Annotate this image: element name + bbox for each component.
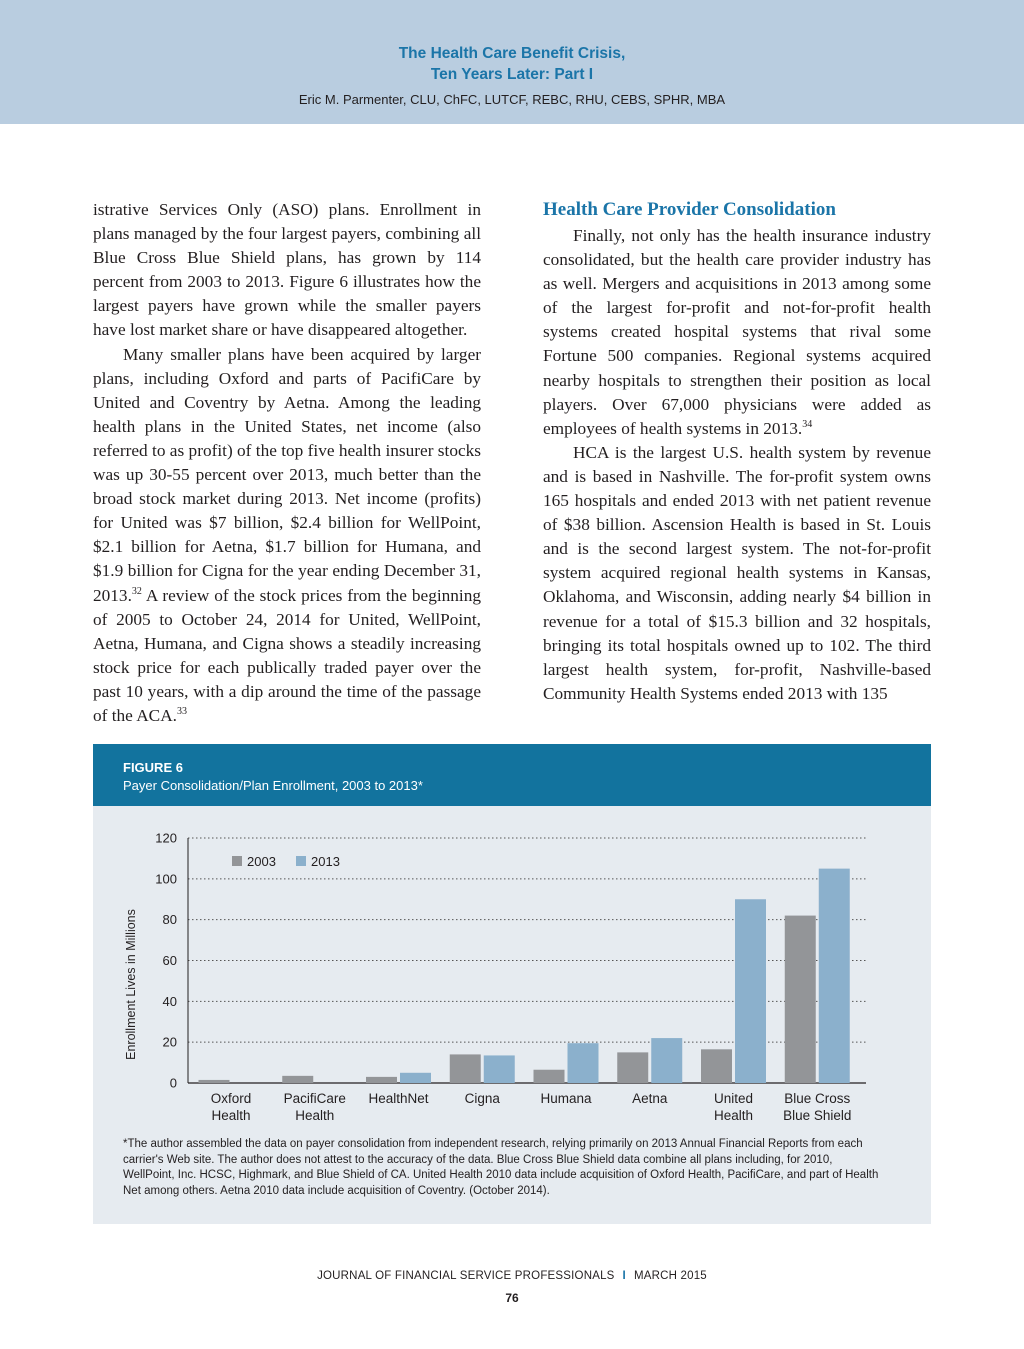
left-paragraph-1: istrative Services Only (ASO) plans. Enrollment in plans managed by the four largest payers, combining all Blue Cross Blue Shield plans, has grown by 114 percent from 2003 to 2013. Figure 6 illustrates how the largest payers have grown while the smaller payers have lost market share or have disappeared altogether. (93, 200, 481, 340)
x-tick-label: PacifiCare (283, 1091, 346, 1106)
x-tick-label: Humana (540, 1091, 592, 1106)
bar-2013 (735, 899, 766, 1083)
legend-swatch-2003 (232, 856, 242, 866)
page-number: 76 (505, 1291, 519, 1305)
journal-name: JOURNAL OF FINANCIAL SERVICE PROFESSIONALS (317, 1270, 615, 1282)
x-tick-label: Blue Shield (783, 1108, 852, 1123)
bar-2013 (651, 1038, 682, 1083)
figure-body (93, 806, 931, 1224)
bar-2003 (701, 1049, 732, 1083)
legend-label-2003: 2003 (247, 854, 276, 869)
figure-caption: Payer Consolidation/Plan Enrollment, 2003 to 2013* (123, 778, 423, 793)
x-tick-label: Cigna (464, 1091, 500, 1106)
issue-date: MARCH 2015 (633, 1270, 707, 1282)
y-tick-label: 20 (162, 1034, 177, 1050)
right-column (543, 198, 931, 706)
bar-chart (93, 806, 931, 1136)
bar-2003 (366, 1077, 397, 1083)
x-tick-label: Blue Cross (784, 1091, 851, 1106)
section-heading: Health Care Provider Consolidation (543, 199, 836, 220)
bar-2003 (534, 1070, 565, 1083)
right-paragraph-1 (543, 224, 931, 441)
y-tick-label: 120 (155, 830, 177, 846)
y-tick-label: 60 (162, 953, 177, 968)
y-tick-label: 0 (169, 1075, 177, 1091)
x-tick-label: United (713, 1091, 754, 1106)
left-paragraph-2 (93, 343, 481, 729)
right-paragraph-1-text: Finally, not only has the health insurance industry consolidated, but the health care provider industry has as well. Mergers and acquisitions in 2013 among some of the largest for-profit and not-for-profit health systems created hospital systems that rival some Fortune 500 companies. Regional systems acquired nearby hospitals to strengthen their position as local players. Over 67,000 physicians were added as employees of health systems in 2013. (543, 226, 931, 438)
x-tick-label: Health (211, 1108, 251, 1123)
y-tick-label: 80 (162, 912, 177, 928)
bar-2013 (484, 1055, 515, 1083)
bar-2013 (400, 1073, 431, 1083)
figure-label: FIGURE 6 (123, 760, 183, 775)
right-paragraph-2: HCA is the largest U.S. health system by revenue and is based in Nashville. The for-profit system owns 165 hospitals and ended 2013 with net patient revenue of $38 billion. Ascension Health is based in St. Louis and is the second largest system. The not-for-profit system acquired regional health systems in Kansas, Oklahoma, and Wisconsin, adding nearly $4 billion in revenue for a total of $15.3 billion and 32 hospitals, bringing its total hospitals owned up to 102. The third largest health system, for-profit, Nashville-based Community Health Systems ended 2013 with 135 (543, 442, 931, 703)
footnote-ref-34: 34 (802, 418, 813, 430)
article-title-line-2: Ten Years Later: Part I (430, 66, 594, 83)
y-axis-title: Enrollment Lives in Millions (124, 909, 138, 1060)
bar-2003 (199, 1080, 230, 1083)
author-credentials: Eric M. Parmenter, CLU, ChFC, LUTCF, REBC, RHU, CEBS, SPHR, MBA (298, 92, 726, 107)
y-tick-label: 40 (162, 993, 177, 1009)
footer-separator: I (622, 1270, 626, 1282)
bar-2003 (450, 1054, 481, 1083)
left-column (93, 198, 481, 728)
bar-2003 (282, 1076, 313, 1083)
bar-2013 (568, 1043, 599, 1083)
x-tick-label: Health (295, 1108, 335, 1123)
footnote-ref-33: 33 (177, 706, 188, 718)
legend-label-2013: 2013 (311, 854, 340, 869)
footnote-ref-32: 32 (131, 585, 142, 597)
figure-note: *The author assembled the data on payer consolidation from independent research, relying primarily on 2013 Annual Financial Reports from each carrier's Web site. The author does not attest to the accuracy of the data. Blue Cross Blue Shield data combine all plans including, for 2010, WellPoint, Inc. HCSC, Highmark, and Blue Shield of CA. United Health 2010 data include acquisition of Oxford Health, PacifiCare, and part of Health Net among others. Aetna 2010 data include acquisition of Coventry. (October 2014). (123, 1138, 879, 1197)
x-tick-label: HealthNet (368, 1091, 429, 1106)
x-tick-label: Oxford (210, 1091, 252, 1106)
bar-2013 (819, 869, 850, 1083)
y-tick-label: 100 (155, 871, 177, 887)
article-title-line-1: The Health Care Benefit Crisis, (398, 45, 626, 62)
legend-swatch-2013 (296, 856, 306, 866)
x-tick-label: Aetna (632, 1091, 668, 1106)
bar-2003 (617, 1052, 648, 1083)
left-paragraph-2-text-b: A review of the stock prices from the beginning of 2005 to October 24, 2014 for United, WellPoint, Aetna, Humana, and Cigna shows a steadily increasing stock price for each publically traded payer over the past 10 years, with a dip around the time of the passage of the ACA. (93, 585, 481, 725)
x-tick-label: Health (713, 1108, 754, 1123)
figure-header (93, 744, 931, 806)
footer (0, 1270, 1024, 1282)
left-paragraph-2-text-a: Many smaller plans have been acquired by larger plans, including Oxford and parts of PacifiCare by United and Coventry by Aetna. Among the leading health plans in the United States, net income (also referred to as profit) of the top five health insurer stocks was up 30-55 percent over 2013, much better than the broad stock market during 2013. Net income (profits) for United was $7 billion, $2.4 billion for WellPoint, $2.1 billion for Aetna, $1.7 billion for Humana, and $1.9 billion for Cigna for the year ending December 31, 2013. (93, 344, 481, 605)
bar-2003 (785, 916, 816, 1083)
header-band (0, 0, 1024, 124)
